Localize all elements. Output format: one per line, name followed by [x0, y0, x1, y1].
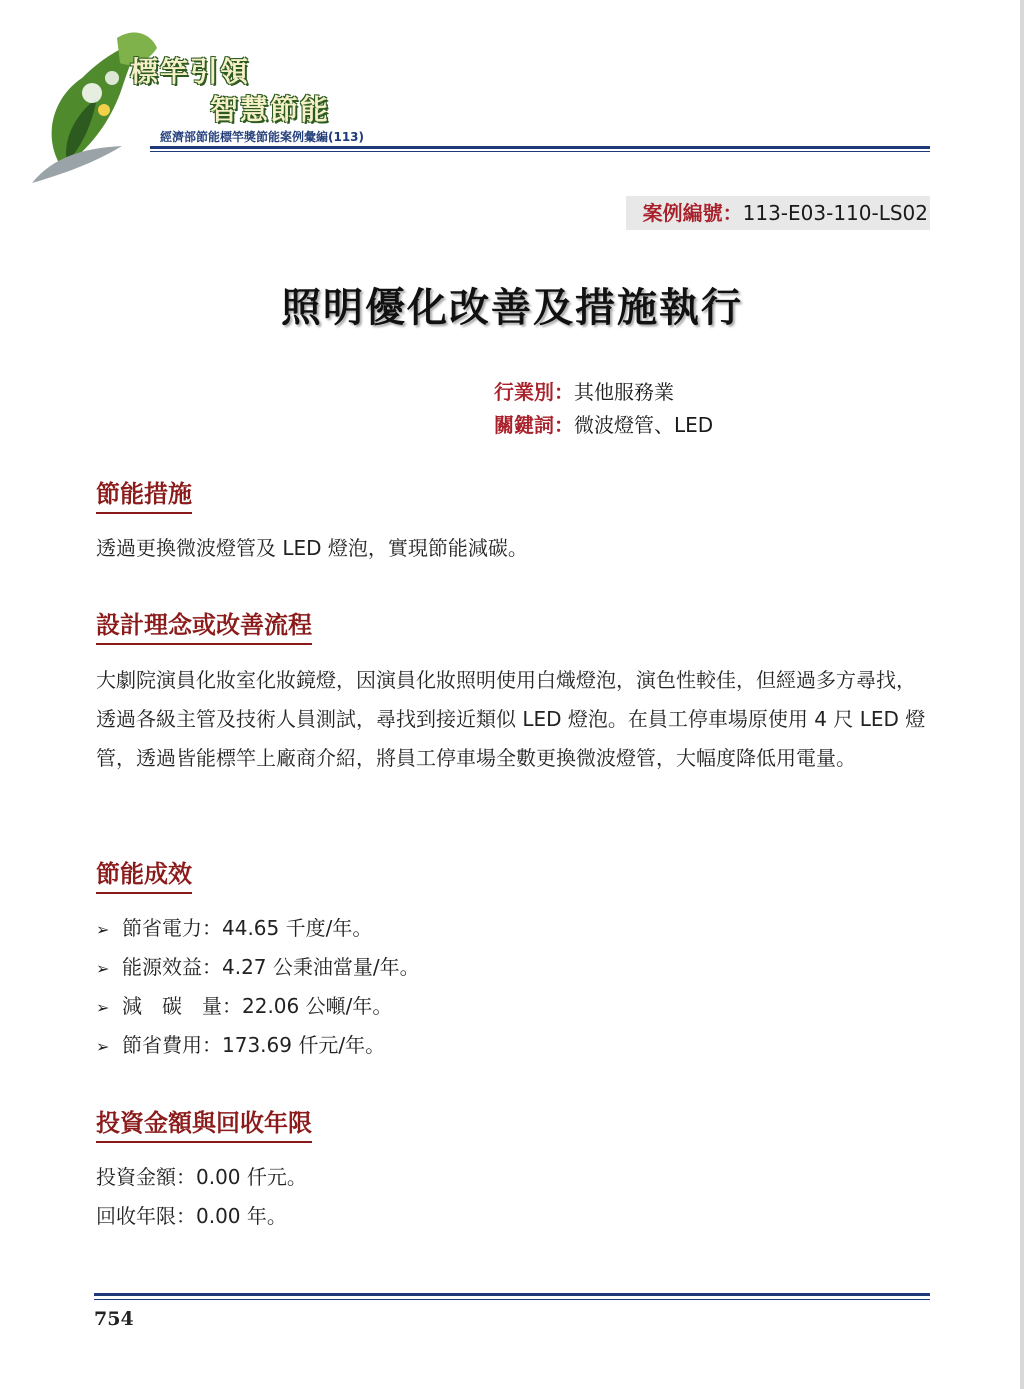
investment-amount: 投資金額：0.00 仟元。	[96, 1165, 307, 1189]
result-carbon-reduction: 減 碳 量：22.06 公噸/年。	[122, 994, 393, 1018]
list-item	[96, 987, 420, 1026]
measures-text: 透過更換微波燈管及 LED 燈泡，實現節能減碳。	[96, 536, 528, 560]
design-text: 大劇院演員化妝室化妝鏡燈，因演員化妝照明使用白熾燈泡，演色性較佳，但經過多方尋找，透過各級主管及技術人員測試，尋找到接近類似 LED 燈泡。在員工停車場原使用 4 尺 LED 燈管，透過皆能標竿上廠商介紹，將員工停車場全數更換微波燈管，大幅度降低用電量。	[96, 668, 926, 770]
logo-text-line1: 標竿引領	[130, 55, 251, 88]
results-heading: 節能成效	[96, 854, 192, 894]
industry-value: 其他服務業	[574, 380, 674, 404]
investment-heading: 投資金額與回收年限	[96, 1103, 312, 1143]
arrowhead-bullet-icon: ➢	[96, 959, 110, 978]
arrowhead-bullet-icon: ➢	[96, 998, 110, 1017]
case-number-value: 113-E03-110-LS02	[742, 201, 928, 225]
footer-rule	[94, 1293, 930, 1296]
result-saved-cost: 節省費用：173.69 仟元/年。	[122, 1033, 386, 1057]
result-saved-power: 節省電力：44.65 千度/年。	[122, 916, 373, 940]
case-number-box	[626, 196, 930, 230]
arrowhead-bullet-icon: ➢	[96, 920, 110, 939]
measures-heading: 節能措施	[96, 474, 192, 514]
keywords-line	[494, 409, 713, 438]
industry-line	[494, 376, 674, 405]
keywords-value: 微波燈管、LED	[574, 413, 714, 437]
list-item	[96, 1026, 420, 1065]
footer-rule-thin	[94, 1299, 930, 1300]
list-item	[96, 948, 420, 987]
page-edge-shadow	[1020, 0, 1024, 1389]
header-subtitle: 經濟部節能標竿獎節能案例彙編(113)	[160, 130, 365, 144]
header-rule-thin	[150, 151, 930, 152]
list-item	[96, 909, 420, 948]
payback-period: 回收年限：0.00 年。	[96, 1204, 287, 1228]
logo-text-line2: 智慧節能	[210, 93, 331, 126]
page-title: 照明優化改善及措施執行	[281, 285, 743, 331]
design-heading: 設計理念或改善流程	[96, 605, 312, 645]
result-energy-benefit: 能源效益：4.27 公秉油當量/年。	[122, 955, 420, 979]
case-number-label: 案例編號：	[642, 201, 743, 225]
page-number: 754	[94, 1308, 134, 1330]
taiwan-leaf-logo-icon	[22, 18, 172, 183]
industry-label: 行業別：	[494, 380, 574, 404]
keywords-label: 關鍵詞：	[494, 413, 574, 437]
arrowhead-bullet-icon: ➢	[96, 1037, 110, 1056]
header-rule	[150, 146, 930, 149]
results-list	[96, 909, 420, 1065]
